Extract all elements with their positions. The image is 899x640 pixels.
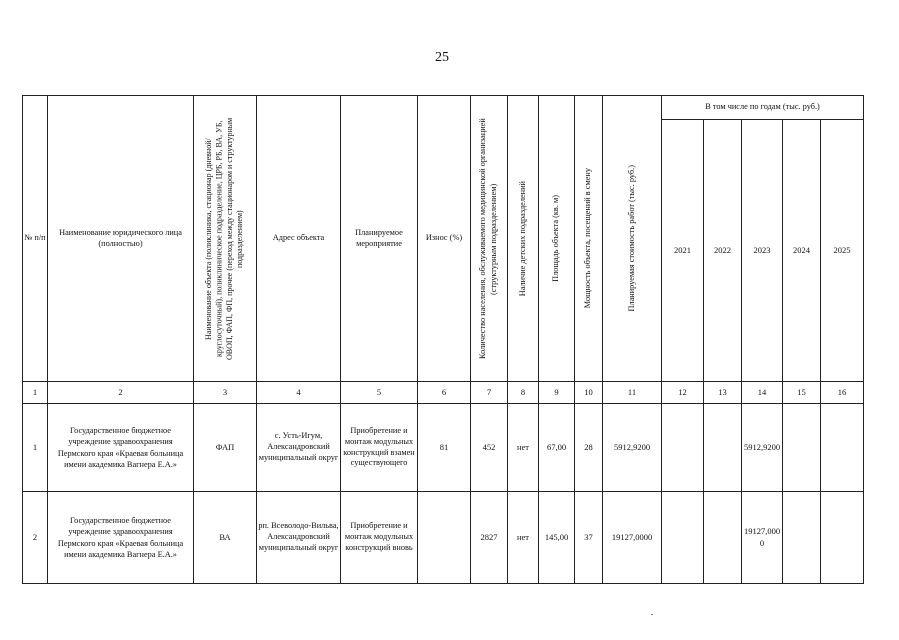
header-num: № п/п bbox=[23, 96, 48, 382]
header-institution: Наименование юридического лица (полностью) bbox=[48, 96, 194, 382]
header-year-2023: 2023 bbox=[742, 120, 783, 382]
header-population bbox=[471, 96, 508, 382]
header-years-group: В том числе по годам (тыс. руб.) bbox=[662, 96, 864, 120]
header-children bbox=[508, 96, 539, 382]
row-year-2025 bbox=[821, 404, 864, 492]
row-population: 452 bbox=[471, 404, 508, 492]
row-year-2022 bbox=[704, 404, 742, 492]
header-population-text: Количество населения, обслуживаемого медицинской организацией (структурным подразделением) bbox=[478, 118, 498, 359]
row-year-2023: 19127,0000 bbox=[742, 492, 783, 584]
column-number: 9 bbox=[539, 382, 575, 404]
header-capacity-text: Мощность объекта, посещений в смену bbox=[583, 168, 593, 309]
row-children: нет bbox=[508, 404, 539, 492]
column-number: 8 bbox=[508, 382, 539, 404]
column-number: 10 bbox=[575, 382, 603, 404]
scan-speck bbox=[651, 614, 653, 615]
row-capacity: 28 bbox=[575, 404, 603, 492]
header-year-2022: 2022 bbox=[704, 120, 742, 382]
column-number: 12 bbox=[662, 382, 704, 404]
column-number: 7 bbox=[471, 382, 508, 404]
column-number: 5 bbox=[341, 382, 418, 404]
column-number: 14 bbox=[742, 382, 783, 404]
row-wear: 81 bbox=[418, 404, 471, 492]
header-year-2024: 2024 bbox=[783, 120, 821, 382]
row-year-2022 bbox=[704, 492, 742, 584]
row-cost: 19127,0000 bbox=[603, 492, 662, 584]
row-capacity: 37 bbox=[575, 492, 603, 584]
row-measure: Приобретение и монтаж модульных конструкций взамен существующего bbox=[341, 404, 418, 492]
table-row bbox=[23, 404, 864, 492]
row-institution: Государственное бюджетное учреждение здравоохранения Пермского края «Краевая больница имени академика Вагнера Е.А.» bbox=[48, 492, 194, 584]
column-number: 15 bbox=[783, 382, 821, 404]
column-number: 11 bbox=[603, 382, 662, 404]
row-year-2024 bbox=[783, 492, 821, 584]
row-children: нет bbox=[508, 492, 539, 584]
column-number: 3 bbox=[194, 382, 257, 404]
header-area bbox=[539, 96, 575, 382]
column-number: 16 bbox=[821, 382, 864, 404]
row-year-2025 bbox=[821, 492, 864, 584]
column-numbers-row bbox=[23, 382, 864, 404]
column-number: 4 bbox=[257, 382, 341, 404]
header-year-2025: 2025 bbox=[821, 120, 864, 382]
row-address: с. Усть-Игум, Александровский муниципальный округ bbox=[257, 404, 341, 492]
column-number: 1 bbox=[23, 382, 48, 404]
header-area-text: Площадь объекта (кв. м) bbox=[551, 195, 561, 282]
row-year-2021 bbox=[662, 404, 704, 492]
row-wear bbox=[418, 492, 471, 584]
row-institution: Государственное бюджетное учреждение здравоохранения Пермского края «Краевая больница имени академика Вагнера Е.А.» bbox=[48, 404, 194, 492]
header-measure: Планируемое мероприятие bbox=[341, 96, 418, 382]
row-year-2024 bbox=[783, 404, 821, 492]
row-num: 2 bbox=[23, 492, 48, 584]
header-address: Адрес объекта bbox=[257, 96, 341, 382]
column-number: 13 bbox=[704, 382, 742, 404]
row-population: 2827 bbox=[471, 492, 508, 584]
row-object-type: ФАП bbox=[194, 404, 257, 492]
row-measure: Приобретение и монтаж модульных конструкций вновь bbox=[341, 492, 418, 584]
page-number: 25 bbox=[435, 50, 449, 65]
header-object-type-text: Наименование объекта (поликлиника, стационар (дневной/круглосуточный), поликлиническое подразделение, ЦРБ, РБ, ВА, УБ, ОВОП, ФАП, ФП, прочее (переход между стационаром и структурным подразделением) bbox=[204, 117, 245, 360]
header-capacity bbox=[575, 96, 603, 382]
row-cost: 5912,9200 bbox=[603, 404, 662, 492]
row-area: 67,00 bbox=[539, 404, 575, 492]
row-object-type: ВА bbox=[194, 492, 257, 584]
row-year-2021 bbox=[662, 492, 704, 584]
row-area: 145,00 bbox=[539, 492, 575, 584]
header-wear: Износ (%) bbox=[418, 96, 471, 382]
row-num: 1 bbox=[23, 404, 48, 492]
header-year-2021: 2021 bbox=[662, 120, 704, 382]
column-number: 2 bbox=[48, 382, 194, 404]
header-children-text: Наличие детских подразделений bbox=[517, 180, 527, 297]
row-year-2023: 5912,9200 bbox=[742, 404, 783, 492]
header-cost bbox=[603, 96, 662, 382]
header-cost-text: Планируемая стоимость работ (тыс. руб.) bbox=[626, 165, 636, 312]
header-object-type bbox=[194, 96, 257, 382]
column-number: 6 bbox=[418, 382, 471, 404]
table-row bbox=[23, 492, 864, 584]
facilities-table bbox=[22, 95, 864, 584]
row-address: рп. Всеволодо-Вильва, Александровский муниципальный округ bbox=[257, 492, 341, 584]
